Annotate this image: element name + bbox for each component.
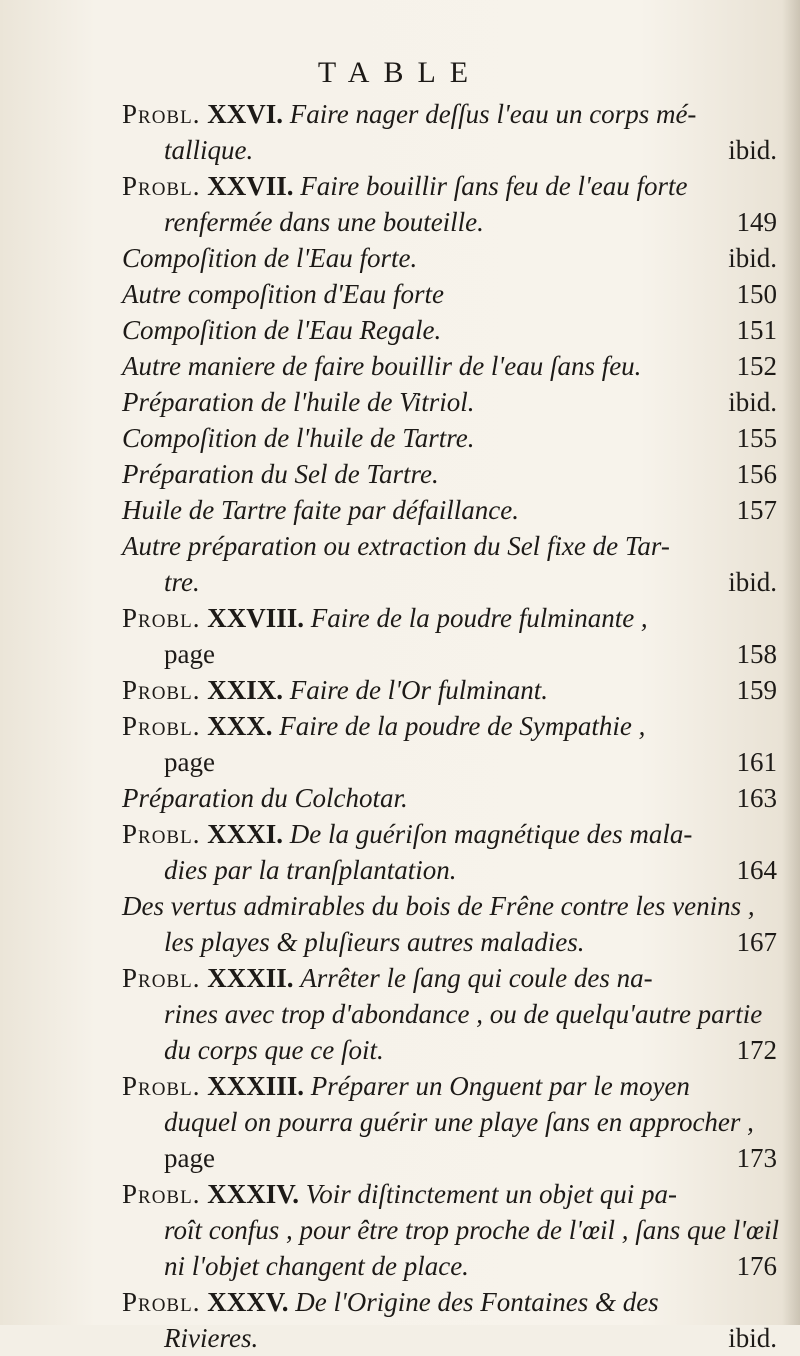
entry-text: ni l'objet changent de place. [164,1251,469,1281]
toc-line [122,1104,777,1140]
page-number: 152 [736,351,777,381]
toc-line [122,564,777,600]
toc-line [122,1284,777,1320]
entry-text: Autre compoſition d'Eau forte [122,279,444,309]
entry-text: Préparer un Onguent par le moyen [310,1071,690,1101]
problem-label: Probl. [122,819,201,849]
problem-label: Probl. [122,1071,201,1101]
entry-text: Voir diſtinctement un objet qui pa- [305,1179,677,1209]
page-number: ibid. [728,387,777,417]
toc-entry [122,708,777,780]
problem-label: Probl. [122,99,201,129]
entry-text: Des vertus admirables du bois de Frêne contre les venins , [122,891,755,921]
entry-text: Huile de Tartre faite par défaillance. [122,495,519,525]
entry-text: rines avec trop d'abondance , ou de quelqu'autre partie [164,999,763,1029]
toc-line [122,1320,777,1356]
page-word: page [164,747,215,777]
toc-line [122,456,777,492]
page-number: 164 [736,855,777,885]
table-of-contents [122,96,780,1356]
page-number: 172 [736,1035,777,1065]
page-number: 149 [736,207,777,237]
toc-entry [122,816,777,888]
toc-line [122,744,777,780]
problem-label: Probl. [122,171,201,201]
toc-entry [122,384,777,420]
toc-line [122,1068,777,1104]
entry-text: Préparation du Colchotar. [122,783,408,813]
toc-line [122,600,777,636]
toc-line [122,816,777,852]
toc-line [122,1212,780,1248]
entry-text: dies par la tranſplantation. [164,855,457,885]
toc-line [122,996,777,1032]
toc-line [122,204,777,240]
toc-entry [122,1068,777,1176]
toc-entry [122,960,777,1068]
problem-number: XXXIII. [207,1071,304,1101]
entry-text: Autre préparation ou extraction du Sel fixe de Tar- [122,531,670,561]
entry-text: Rivieres. [164,1323,259,1353]
toc-entry [122,96,777,168]
problem-number: XXXI. [207,819,283,849]
toc-line [122,1032,777,1068]
page-title: TABLE [317,56,483,89]
page-number: 151 [736,315,777,345]
page-number: 156 [736,459,777,489]
entry-text: Compoſition de l'huile de Tartre. [122,423,475,453]
toc-line [122,636,777,672]
toc-line [122,924,777,960]
toc-entry [122,348,777,384]
toc-entry [122,276,777,312]
entry-text: De l'Origine des Fontaines & des [295,1287,659,1317]
page-number: 155 [736,423,777,453]
entry-text: Faire de la poudre fulminante , [310,603,648,633]
entry-text: du corps que ce ſoit. [164,1035,384,1065]
toc-line [122,708,777,744]
problem-label: Probl. [122,1179,201,1209]
entry-text: Arrêter le ſang qui coule des na- [300,963,653,993]
toc-entry [122,312,777,348]
page-edge-shadow [782,0,800,1325]
problem-number: XXXIV. [207,1179,299,1209]
problem-number: XXXII. [207,963,294,993]
problem-number: XXVIII. [207,603,304,633]
entry-text: Préparation de l'huile de Vitriol. [122,387,475,417]
toc-line [122,1176,777,1212]
page-word: page [164,639,215,669]
page-number: 163 [736,783,777,813]
toc-line [122,672,777,708]
entry-text: Faire de l'Or fulminant. [289,675,548,705]
toc-line [122,888,777,924]
toc-line [122,312,777,348]
page-number: ibid. [728,567,777,597]
entry-text: les playes & pluſieurs autres maladies. [164,927,585,957]
page-number: 173 [736,1143,777,1173]
toc-entry [122,672,777,708]
entry-text: Faire de la poudre de Sympathie , [279,711,646,741]
toc-line [122,852,777,888]
problem-label: Probl. [122,603,201,633]
entry-text: Préparation du Sel de Tartre. [122,459,439,489]
page-number: 157 [736,495,777,525]
toc-line [122,96,777,132]
toc-line [122,240,777,276]
problem-number: XXX. [207,711,273,741]
entry-text: tre. [164,567,200,597]
toc-line [122,492,777,528]
page-number: 167 [736,927,777,957]
page-number: 150 [736,279,777,309]
toc-line [122,1140,777,1176]
toc-entry [122,240,777,276]
toc-line [122,1248,777,1284]
page-number: 176 [736,1251,777,1281]
toc-line [122,528,777,564]
problem-number: XXVI. [207,99,283,129]
toc-line [122,420,777,456]
problem-number: XXVII. [207,171,294,201]
problem-label: Probl. [122,1287,201,1317]
entry-text: Autre maniere de faire bouillir de l'eau ſans feu. [122,351,642,381]
toc-entry [122,492,777,528]
toc-entry [122,1284,777,1356]
problem-label: Probl. [122,963,201,993]
page-word: page [164,1143,215,1173]
entry-text: Compoſition de l'Eau forte. [122,243,418,273]
page-number: 159 [736,675,777,705]
toc-line [122,348,777,384]
entry-text: roît confus , pour être trop proche de l'œil , ſans que l'œil [164,1215,780,1245]
toc-line [122,960,777,996]
entry-text: Faire nager deſſus l'eau un corps mé- [289,99,697,129]
entry-text: renfermée dans une bouteille. [164,207,484,237]
entry-text: Compoſition de l'Eau Regale. [122,315,442,345]
page-number: ibid. [728,135,777,165]
toc-entry [122,168,777,240]
problem-label: Probl. [122,675,201,705]
problem-label: Probl. [122,711,201,741]
toc-line [122,168,777,204]
toc-line [122,780,777,816]
toc-entry [122,420,777,456]
toc-line [122,132,777,168]
toc-entry [122,600,777,672]
entry-text: Faire bouillir ſans feu de l'eau forte [300,171,688,201]
toc-entry [122,780,777,816]
entry-text: tallique. [164,135,254,165]
toc-entry [122,528,777,600]
entry-text: duquel on pourra guérir une playe ſans en approcher , [164,1107,754,1137]
problem-number: XXIX. [207,675,283,705]
toc-entry [122,456,777,492]
page-number: ibid. [728,1323,777,1353]
toc-line [122,276,777,312]
toc-entry [122,888,777,960]
problem-number: XXXV. [207,1287,289,1317]
page-number: 158 [736,639,777,669]
page-number: 161 [736,747,777,777]
page-number: ibid. [728,243,777,273]
toc-line [122,384,777,420]
toc-entry [122,1176,780,1284]
entry-text: De la guériſon magnétique des mala- [289,819,693,849]
